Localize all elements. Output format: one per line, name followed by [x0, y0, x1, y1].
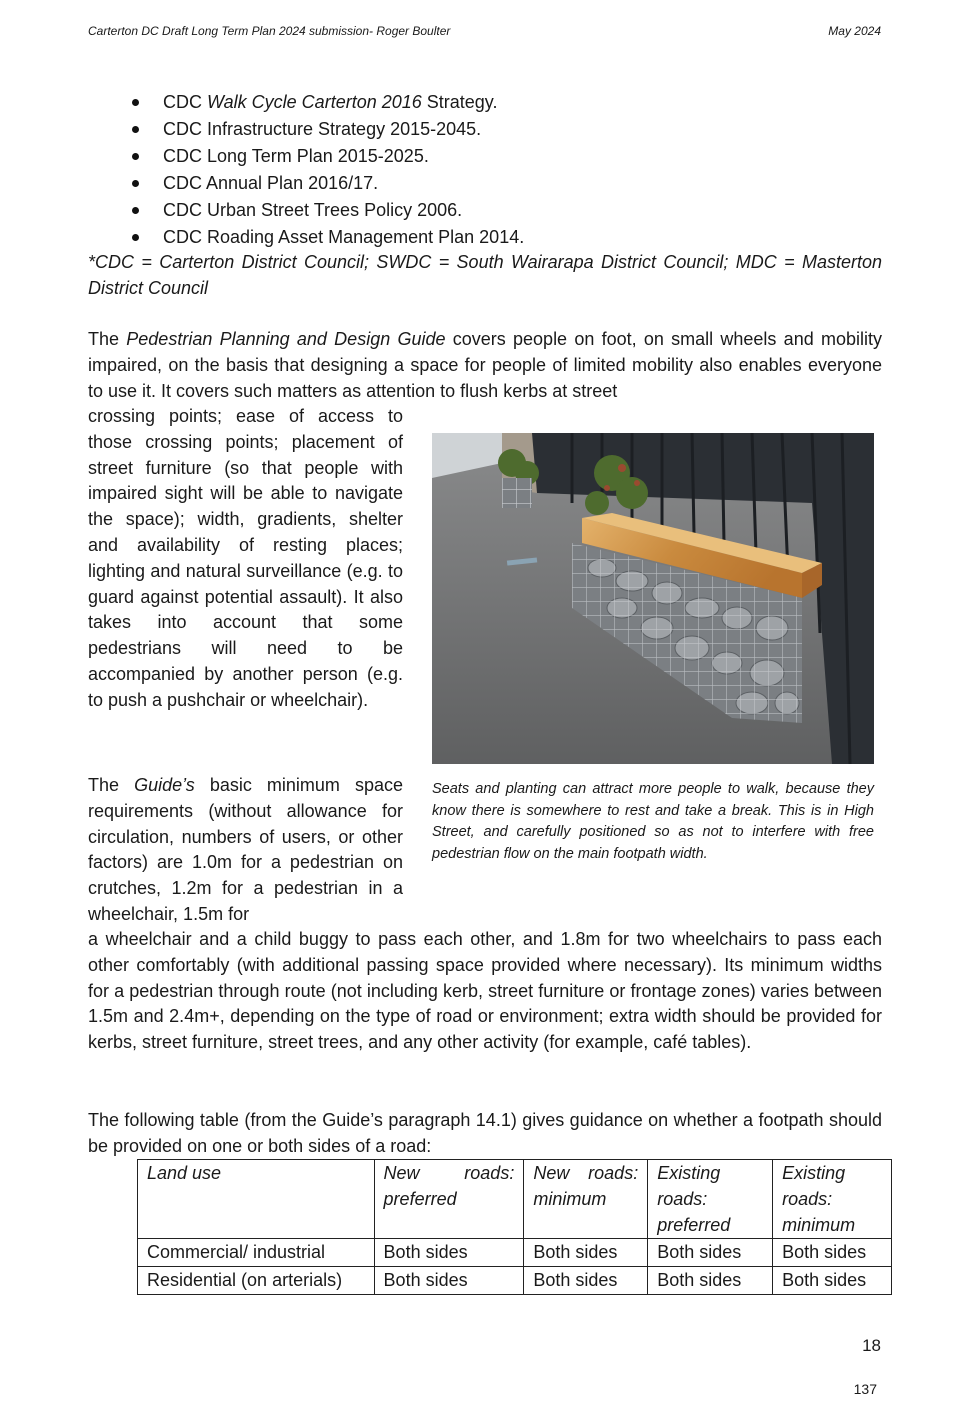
table-header-cell: Existing roads: preferred [648, 1160, 773, 1239]
table-cell: Commercial/ industrial [138, 1239, 375, 1267]
table-cell: Both sides [648, 1267, 773, 1295]
bullet-icon [132, 126, 139, 133]
table-cell: Both sides [773, 1267, 892, 1295]
paragraph-space-requirements-column: The Guide’s basic minimum space requirements (without allowance for circulation, numbers of users, or other factors) are 1.0m for a pedestrian on crutches, 1.2m for a pedestrian in a wheelchair, 1.5m for [88, 775, 403, 924]
table-header-cell: Land use [138, 1160, 375, 1239]
table-cell: Both sides [524, 1239, 648, 1267]
document-page-number: 137 [853, 1381, 877, 1397]
gabion-bench-photo [432, 433, 874, 764]
bullet-icon [132, 180, 139, 187]
table-header-cell: New roads: preferred [374, 1160, 524, 1239]
list-item: CDC Walk Cycle Carterton 2016 Strategy. [130, 89, 890, 116]
paragraph-pedestrian-guide-column: crossing points; ease of access to those crossing points; placement of street furniture (so that people with impaired sight will be able to navigate the space); width, gradients, shelter and availability of resting places; lighting and natural surveillance (e.g. to guard against potential assault). It also takes into account that some pedestrians will need to be accompanied by another person (e.g. to push a pushchair or wheelchair). [88, 406, 403, 710]
reference-list [130, 89, 890, 251]
list-item: CDC Long Term Plan 2015-2025. [130, 143, 890, 170]
bullet-icon [132, 99, 139, 106]
table-cell: Both sides [374, 1267, 524, 1295]
table-cell: Both sides [773, 1239, 892, 1267]
paragraph-table-intro: The following table (from the Guide’s paragraph 14.1) gives guidance on whether a footpath should be provided on one or both sides of a road: [88, 1110, 882, 1156]
photo-caption: Seats and planting can attract more people to walk, because they know there is somewhere to rest and take a break. This is in High Street, and carefully positioned so as not to interfere with free pedestrian flow on the main footpath width. [432, 781, 874, 862]
list-item: CDC Roading Asset Management Plan 2014. [130, 224, 890, 251]
abbreviation-note: *CDC = Carterton District Council; SWDC = South Wairarapa District Council; MDC = Masterton District Council [88, 252, 882, 298]
footpath-guidance-table [137, 1159, 892, 1295]
paragraph-space-requirements: a wheelchair and a child buggy to pass each other, and 1.8m for two wheelchairs to pass each other comfortably (with additional passing space provided where necessary). Its minimum widths for a pedestrian through route (not including kerb, street furniture or frontage zones) varies between 1.5m and 2.4m+, depending on the type of road or environment; extra width should be provided for kerbs, street furniture, street trees, and any other activity (for example, café tables). [88, 929, 882, 1053]
table-cell: Both sides [374, 1239, 524, 1267]
table-cell: Residential (on arterials) [138, 1267, 375, 1295]
header-document-title: Carterton DC Draft Long Term Plan 2024 submission- Roger Boulter [88, 24, 451, 38]
table-cell: Both sides [648, 1239, 773, 1267]
page-number: 18 [862, 1336, 881, 1355]
table-cell: Both sides [524, 1267, 648, 1295]
table-row [138, 1239, 892, 1267]
table-header-row [138, 1160, 892, 1239]
list-item: CDC Annual Plan 2016/17. [130, 170, 890, 197]
bullet-icon [132, 207, 139, 214]
paragraph-pedestrian-guide: The Pedestrian Planning and Design Guide covers people on foot, on small wheels and mobility impaired, on the basis that designing a space for people of limited mobility also enables everyone to use it. It covers such matters as attention to flush kerbs at street [88, 329, 882, 401]
bullet-icon [132, 234, 139, 241]
list-item: CDC Urban Street Trees Policy 2006. [130, 197, 890, 224]
table-header-cell: New roads: minimum [524, 1160, 648, 1239]
bullet-icon [132, 153, 139, 160]
list-item: CDC Infrastructure Strategy 2015-2045. [130, 116, 890, 143]
table-row [138, 1267, 892, 1295]
table-header-cell: Existing roads: minimum [773, 1160, 892, 1239]
header-date: May 2024 [828, 24, 881, 38]
